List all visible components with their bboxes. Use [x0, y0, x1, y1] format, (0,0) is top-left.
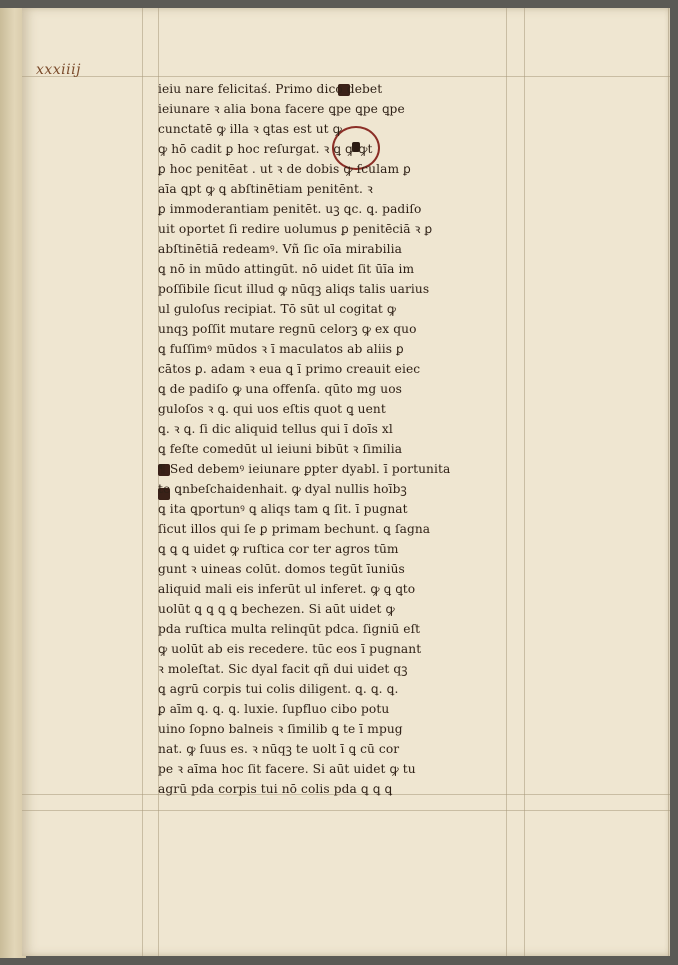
- text-line: pe ꝛ aīma hoc ſit facere. Si aūt uidet ꝙ tu: [158, 762, 416, 776]
- text-line: poſſibile ſicut illud ꝙ nūqꝫ aliqs talis uarius: [158, 282, 430, 296]
- text-line: ieiunare ꝛ alia bona facere ꝗpe ꝗpe ꝗpe: [158, 102, 405, 116]
- text-line: abſtinētiā redeamꝰ. Vñ ſic oīa mirabilia: [158, 242, 402, 256]
- text-line: pda ruſtica multa relinqūt pdca. ſigniū eſt: [158, 622, 421, 636]
- text-line: nat. ꝙ ſuus es. ꝛ nūqꝫ te uolt ī ꝗ cū cor: [158, 742, 400, 756]
- text-line: ꝙ uolūt ab eis recedere. tūc eos ī pugnant: [158, 642, 422, 656]
- text-line: unqꝫ poſſit mutare regnū celorꝫ ꝙ ex quo: [158, 322, 417, 336]
- text-line: ul guloſus recipiat. Tō sūt ul cogitat ꝙ: [158, 302, 397, 316]
- text-line: ꝗ feſte comedūt ul ieiuni bibūt ꝛ ſimilia: [158, 442, 403, 456]
- text-line: ieiu nare felicitaś. Primo dico debet: [158, 82, 383, 96]
- text-line: te ꝗnbeſchaidenhait. ꝙ dyal nullis hoībꝫ: [158, 482, 407, 496]
- text-line: cātos ꝑ. adam ꝛ eua ꝗ ī primo creauit eiec: [158, 362, 421, 376]
- text-line: ꝗ ita ꝗportunꝰ ꝗ aliqs tam ꝗ ſit. ī pugnat: [158, 502, 408, 516]
- ruling-line-left-outer: [142, 8, 143, 956]
- ruling-line-bottom-2: [22, 810, 670, 811]
- text-line: ꝗ. ꝛ ꝗ. ſi dic aliquid tellus qui ī doīs xl: [158, 422, 393, 436]
- text-column: [158, 78, 516, 798]
- text-line: uit oportet ſi redire uolumus ꝑ penitēciā ꝛ ꝑ: [158, 222, 433, 236]
- ruling-line-top: [22, 76, 670, 77]
- text-line: ꝗ nō in mūdo attingūt. nō uidet ſit ūīa im: [158, 262, 415, 276]
- text-line: ꝛ moleſtat. Sic dyal facit qñ dui uidet qꝫ: [158, 662, 408, 676]
- text-line: gunt ꝛ uineas colūt. domos tegūt īuniūs: [158, 562, 405, 576]
- text-line: aīa ꝗpt ꝙ ꝗ abſtinētiam penitēnt. ꝛ: [158, 182, 373, 196]
- text-line: uolūt ꝗ ꝗ ꝗ ꝗ bechezen. Si aūt uidet ꝙ: [158, 602, 395, 616]
- text-line: ꝑ immoderantiam penitēt. uꝫ ꝗc. ꝗ. padiſo: [158, 202, 422, 216]
- text-line: ſicut illos qui ſe ꝑ primam bechunt. ꝗ ſagna: [158, 522, 431, 536]
- text-line: aliquid mali eis inferūt ul inferet. ꝙ ꝗ ꝗto: [158, 582, 416, 596]
- text-line: ꝙ hō cadit ꝑ hoc reſurgat. ꝛ ꝗ ꝙ ꝙt: [158, 142, 373, 156]
- ruling-line-margin: [668, 8, 669, 956]
- text-line: ꝗ de padiſo ꝙ una offenſa. qūto mg uos: [158, 382, 403, 396]
- text-line: guloſos ꝛ ꝗ. qui uos eſtis quot ꝗ uent: [158, 402, 386, 416]
- text-line: ꝑ aīm ꝗ. ꝗ. ꝗ. luxie. ſupfluo cibo potu: [158, 702, 390, 716]
- text-line: ꝑ hoc penitēat . ut ꝛ de dobis ꝙ ſculam ꝑ: [158, 162, 411, 176]
- text-line: agrū pda corpis tui nō colis pda ꝗ ꝗ ꝗ: [158, 782, 393, 796]
- text-line: ꝗ agrū corpis tui colis diligent. ꝗ. ꝗ. ꝗ.: [158, 682, 399, 696]
- text-line: ꝗ fuſſimꝰ mūdos ꝛ ī maculatos ab aliis ꝑ: [158, 342, 404, 356]
- text-line: uino ſopno balneis ꝛ ſimilib ꝗ te ī mpug: [158, 722, 403, 736]
- text-line: cunctatē ꝙ illa ꝛ ꝗtas est ut ꝙ: [158, 122, 342, 136]
- folio-number: xxxiiij: [36, 62, 81, 78]
- text-line: ¶ Sed debemꝰ ieiunare ꝑpter dyabl. ī portunita: [158, 462, 451, 476]
- text-line: ꝗ ꝗ ꝗ uidet ꝙ ruſtica cor ter agros tūm: [158, 542, 399, 556]
- ruling-line-right-outer: [524, 8, 525, 956]
